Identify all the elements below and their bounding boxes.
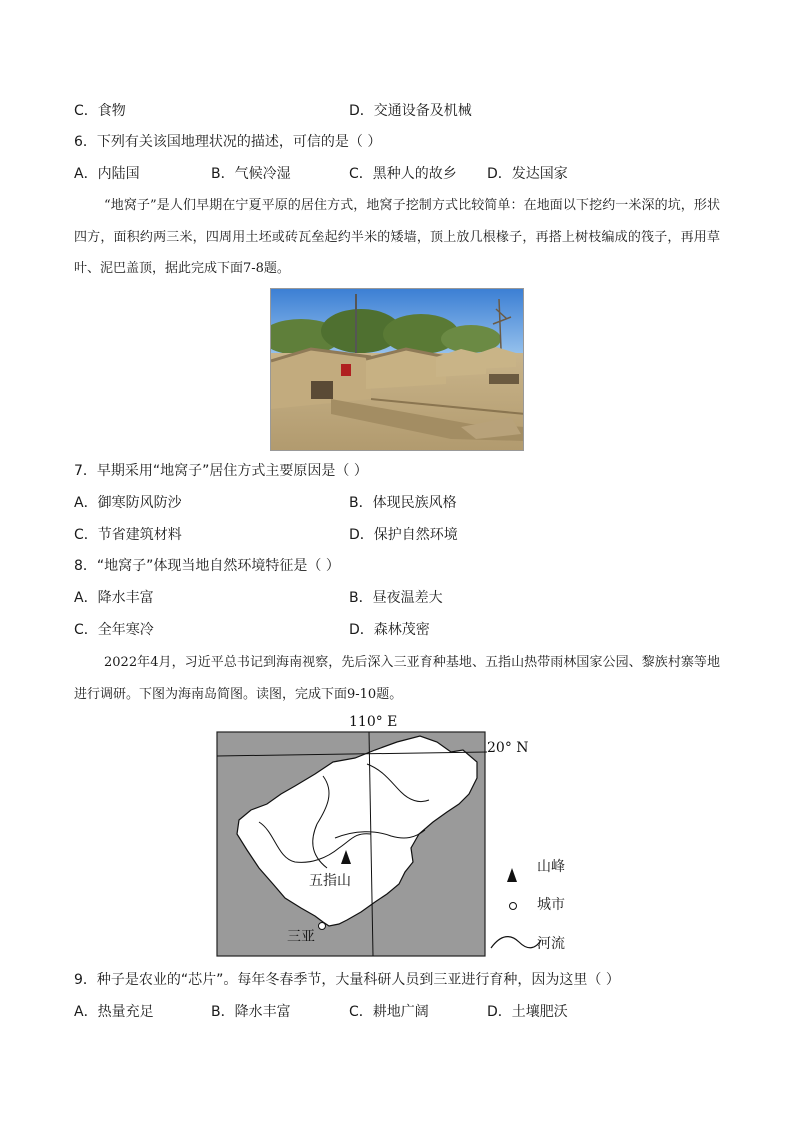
legend-peak-icon <box>507 868 517 882</box>
q8-option-b: B．昼夜温差大 <box>349 590 443 606</box>
q7-stem: 7．早期采用“地窝子”居住方式主要原因是（ ） <box>74 463 368 479</box>
latitude-label: 20° N <box>487 740 529 756</box>
sanya-city-icon <box>319 923 326 930</box>
q6-option-d: D．发达国家 <box>487 166 568 182</box>
legend-river-icon <box>491 937 541 948</box>
sanya-label: 三亚 <box>287 929 315 945</box>
longitude-label: 110° E <box>349 714 398 730</box>
q5-option-c: C．食物 <box>74 103 126 119</box>
q7-option-b: B．体现民族风格 <box>349 495 457 511</box>
q5-option-d: D．交通设备及机械 <box>349 103 472 119</box>
q9-option-c: C．耕地广阔 <box>349 1004 429 1020</box>
q9-stem: 9．种子是农业的“芯片”。每年冬春季节，大量科研人员到三亚进行育种，因为这里（ ） <box>74 972 620 988</box>
q6-option-a: A．内陆国 <box>74 166 140 182</box>
q7-option-a: A．御寒防风防沙 <box>74 495 182 511</box>
q8-option-a: A．降水丰富 <box>74 590 154 606</box>
q6-option-c: C．黑种人的故乡 <box>349 166 457 182</box>
legend-river-label: 河流 <box>537 936 565 952</box>
legend-city-icon <box>510 903 517 910</box>
q7-option-c: C．节省建筑材料 <box>74 527 182 543</box>
passage-diwozi: “地窝子”是人们早期在宁夏平原的居住方式，地窝子挖制方式比较简单：在地面以下挖约一米深的坑，形状四方，面积约两三米，四周用土坯或砖瓦垒起约半米的矮墙，顶上放几根椽子，再搭上树枝编成的筏子，再用草叶、泥巴盖顶，据此完成下面7-8题。 <box>74 198 720 276</box>
hainan-map <box>215 712 575 962</box>
wuzhishan-label: 五指山 <box>309 873 351 889</box>
q8-option-c: C．全年寒冷 <box>74 622 154 638</box>
q9-option-d: D．土壤肥沃 <box>487 1004 568 1020</box>
q9-option-a: A．热量充足 <box>74 1004 154 1020</box>
legend-peak-label: 山峰 <box>537 859 565 875</box>
q6-stem: 6．下列有关该国地理状况的描述，可信的是（ ） <box>74 134 382 150</box>
q8-stem: 8．“地窝子”体现当地自然环境特征是（ ） <box>74 558 340 574</box>
q6-option-b: B．气候冷湿 <box>211 166 291 182</box>
legend-city-label: 城市 <box>537 897 565 913</box>
q9-option-b: B．降水丰富 <box>211 1004 291 1020</box>
dugout-house-photo <box>270 288 524 451</box>
q8-option-d: D．森林茂密 <box>349 622 430 638</box>
passage-hainan: 2022年4月，习近平总书记到海南视察，先后深入三亚育种基地、五指山热带雨林国家公园、黎族村寨等地进行调研。下图为海南岛简图。读图，完成下面9-10题。 <box>74 655 720 702</box>
q7-option-d: D．保护自然环境 <box>349 527 458 543</box>
